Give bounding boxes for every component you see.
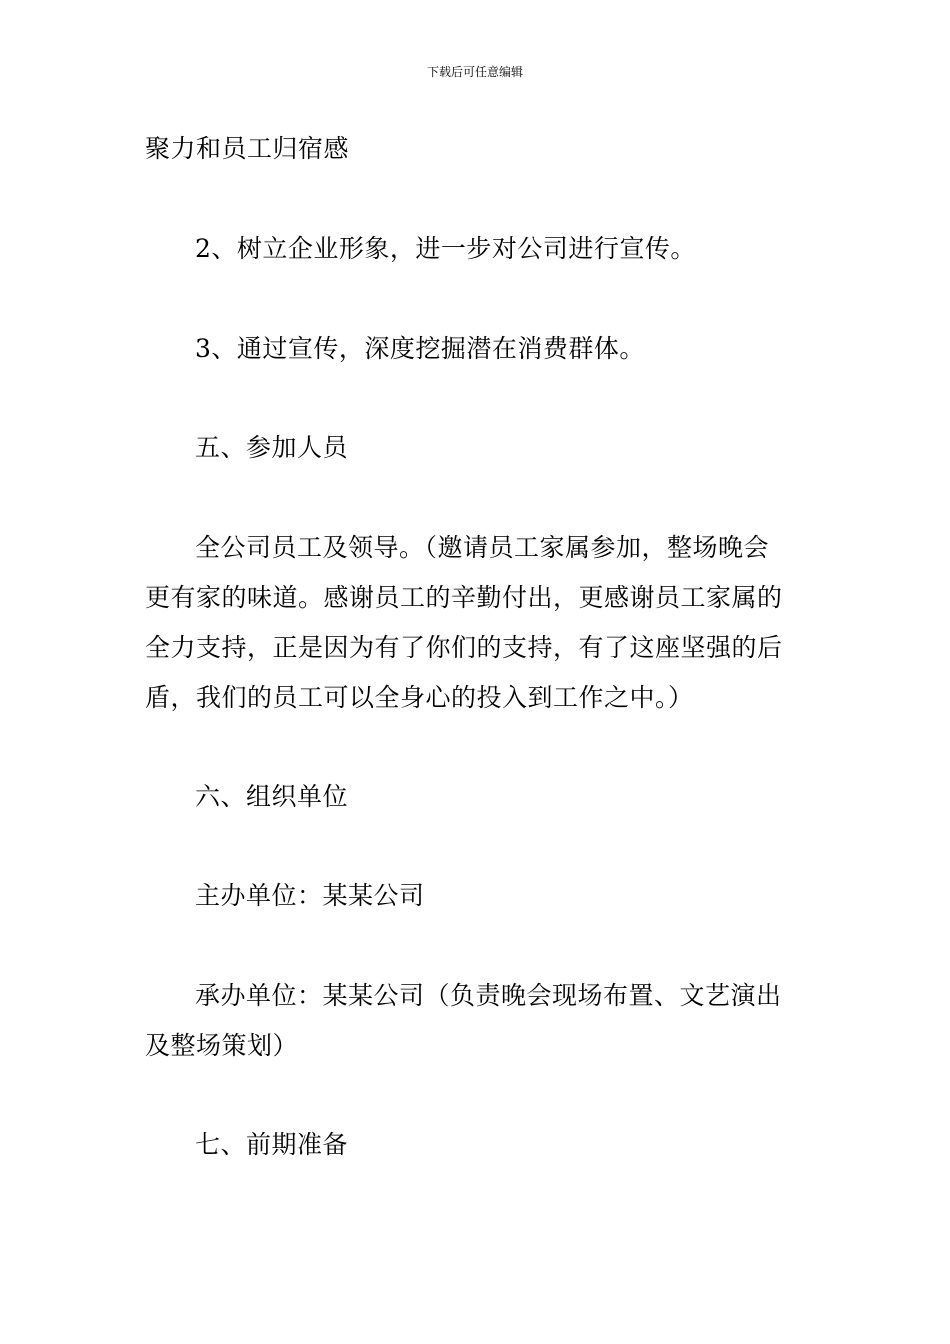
participants-paragraph-line-2: 更有家的味道。感谢员工的辛勤付出，更感谢员工家属的 xyxy=(145,583,783,612)
participants-paragraph-line-3: 全力支持，正是因为有了你们的支持，有了这座坚强的后 xyxy=(145,633,783,662)
organizer-unit-line-1: 承办单位：某某公司（负责晚会现场布置、文艺演出 xyxy=(195,981,782,1010)
participants-paragraph-line-4: 盾，我们的员工可以全身心的投入到工作之中。） xyxy=(145,683,694,712)
section-heading-participants: 五、参加人员 xyxy=(195,433,349,462)
header-note: 下载后可任意编辑 xyxy=(426,65,523,79)
organizer-unit-line-2: 及整场策划） xyxy=(145,1031,299,1060)
list-item-2: 2、树立企业形象，进一步对公司进行宣传。 xyxy=(195,234,696,263)
list-item-3: 3、通过宣传，深度挖掘潜在消费群体。 xyxy=(195,334,645,363)
section-heading-preparation: 七、前期准备 xyxy=(195,1130,349,1159)
host-unit: 主办单位：某某公司 xyxy=(195,881,425,910)
participants-paragraph-line-1: 全公司员工及领导。（邀请员工家属参加，整场晚会 xyxy=(195,533,770,562)
paragraph-continuation: 聚力和员工归宿感 xyxy=(145,134,350,163)
section-heading-organizers: 六、组织单位 xyxy=(195,782,349,811)
